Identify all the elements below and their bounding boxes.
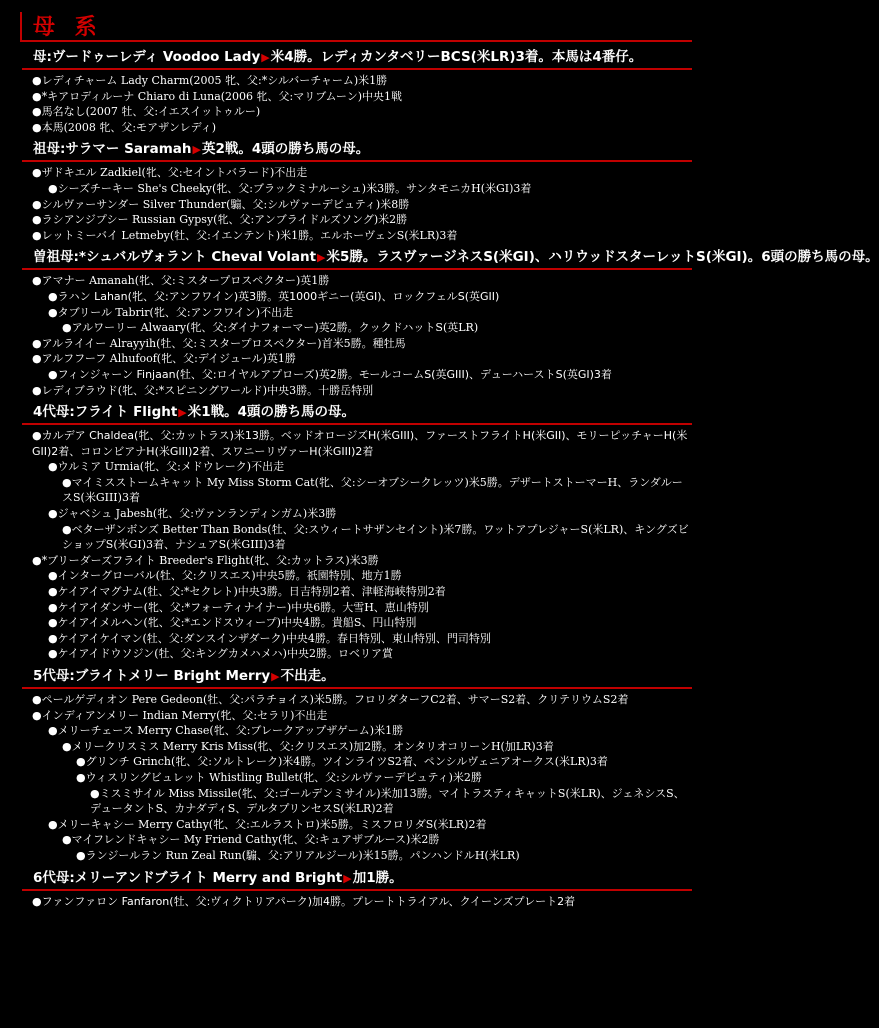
section-heading	[32, 403, 692, 422]
dam-section	[32, 403, 692, 662]
dam-section	[32, 140, 692, 243]
progeny-entry: ●ケイアイマグナム(牡、父:*セクレト)中央3勝。日吉特別2着、津軽海峡特別2着	[48, 585, 446, 599]
progeny-entry: ●フィンジャーン Finjaan(牡、父:ロイヤルアプローズ)英2勝。モールコームS(英GIII)、デューハーストS(英GI)3着	[48, 367, 612, 381]
progeny-entry: ●アルライイー Alrayyih(牡、父:ミスタープロスペクター)首米5勝。種牡馬	[32, 336, 406, 350]
section-divider	[22, 68, 692, 70]
dam-section	[32, 667, 692, 864]
dam-name: 5代母:ブライトメリー Bright Merry	[33, 668, 271, 684]
dam-section	[32, 869, 692, 910]
dam-record: 不出走。	[280, 668, 335, 684]
progeny-entry: ●メリーチェース Merry Chase(牝、父:ブレークアップザゲーム)米1勝	[48, 724, 404, 738]
dam-section	[32, 48, 692, 135]
progeny-entry: ●レディチャーム Lady Charm(2005 牝、父:*シルバーチャーム)米1勝	[32, 74, 388, 87]
dam-name: 4代母:フライト Flight	[33, 404, 178, 421]
progeny-entry: ●カルデア Chaldea(牝、父:カットラス)米13勝。ベッドオロージズH(米GIII)、ファーストフライトH(米GII)、モリーピッチャーH(米GII)2着、コロンビアナH(米GIII)2着、スワニーリヴァーH(米GIII)2着	[32, 429, 688, 458]
progeny-entry: ●*ブリーダーズフライト Breeder's Flight(牝、父:カットラス)米3勝	[32, 553, 379, 567]
section-heading	[32, 667, 692, 686]
progeny-entry: ●アルワーリー Alwaary(牝、父:ダイナフォーマー)英2勝。クックドハットS(英LR)	[62, 321, 479, 335]
progeny-entry: ●メリークリスミス Merry Kris Miss(牝、父:クリスエス)加2勝。オンタリオコリーンH(加LR)3着	[62, 739, 554, 753]
progeny-entry: ●ラシアンジプシー Russian Gypsy(牝、父:アンブライドルズソング)米2勝	[32, 213, 408, 227]
progeny-entry: ●メリーキャシー Merry Cathy(牝、父:エルラストロ)米5勝。ミスフロリダS(米LR)2着	[48, 817, 487, 831]
triangle-right-icon: ▶	[192, 143, 201, 157]
section-heading	[32, 140, 692, 159]
progeny-entry: ●アルフフーフ Alhufoof(牝、父:デイジュール)英1勝	[32, 352, 296, 366]
section-heading	[32, 248, 879, 267]
progeny-entry: ●タブリール Tabrir(牝、父:アンフワイン)不出走	[48, 305, 294, 319]
progeny-entry: ●グリンチ Grinch(牝、父:ソルトレーク)米4勝。ツインライツS2着、ペンシルヴェニアオークス(米LR)3着	[76, 755, 608, 769]
triangle-right-icon: ▶	[343, 871, 352, 885]
progeny-entry: ●インターグローバル(牡、父:クリスエス)中央5勝。祇園特別、地方1勝	[48, 569, 402, 583]
section-divider	[22, 268, 692, 270]
progeny-entry: ●ラハン Lahan(牝、父:アンフワイン)英3勝。英1000ギニー(英GI)、ロックフェルS(英GII)	[48, 289, 500, 303]
dam-section	[32, 248, 879, 398]
progeny-entry: ●*キアロディルーナ Chiaro di Luna(2006 牝、父:マリブムーン)中央1戦	[32, 89, 402, 103]
progeny-entry: ●ファンファロン Fanfaron(牡、父:ヴィクトリアパーク)加4勝。プレートトライアル、クイーンズプレート2着	[32, 894, 576, 908]
progeny-entry: ●ケイアイダンサー(牝、父:*フォーティナイナー)中央6勝。大雪H、恵山特別	[48, 600, 429, 614]
dam-record: 米1戦。4頭の勝ち馬の母。	[187, 404, 356, 421]
progeny-entry: ●ミスミサイル Miss Missile(牝、父:ゴールデンミサイル)米加13勝。マイトラスティキャットS(米LR)、ジェネシスS、デュータントS、カナダディS、デルタプリンセスS(米LR)2着	[90, 786, 685, 816]
progeny-entry: ●ザドキエル Zadkiel(牝、父:セイントバラード)不出走	[32, 166, 308, 180]
title-rule	[20, 40, 692, 42]
progeny-entry: ●シーズチーキー She's Cheeky(牝、父:ブラックミナルーシュ)米3勝。サンタモニカH(米GI)3着	[48, 181, 532, 195]
triangle-right-icon: ▶	[271, 670, 280, 683]
dam-name: 曽祖母:*シュバルヴォラント Cheval Volant	[33, 249, 317, 266]
triangle-right-icon: ▶	[317, 251, 326, 265]
triangle-right-icon: ▶	[178, 406, 187, 420]
section-divider	[22, 160, 692, 162]
section-divider	[22, 687, 692, 689]
section-divider	[22, 889, 692, 891]
progeny-entry: ●レディブラウド(牝、父:*スピニングワールド)中央3勝。十勝岳特別	[32, 383, 374, 397]
dam-record: 米5勝。ラスヴァージネスS(米GI)、ハリウッドスターレットS(米GI)。6頭の勝ち馬の母。	[326, 249, 879, 266]
section-heading	[32, 869, 692, 888]
progeny-entry: ●マイミスストームキャット My Miss Storm Cat(牝、父:シーオブシークレッツ)米5勝。デザートストーマーH、ランダルースS(米GIII)3着	[62, 475, 683, 505]
pedigree-content	[32, 48, 879, 914]
dam-record: 加1勝。	[352, 869, 403, 886]
progeny-entry: ●ペールゲディオン Pere Gedeon(牡、父:パラチョイス)米5勝。フロリダターフC2着、サマーS2着、クリテリウムS2着	[32, 693, 629, 706]
progeny-entry: ●レットミーバイ Letmeby(牡、父:イエンテント)米1勝。エルホーヴェンS(米LR)3着	[32, 228, 458, 242]
progeny-entry: ●ジャベシュ Jabesh(牝、父:ヴァンランディンガム)米3勝	[48, 507, 337, 521]
progeny-entry: ●シルヴァーサンダー Silver Thunder(騸、父:シルヴァーデピュティ)米8勝	[32, 197, 410, 211]
section-title: 母 系	[33, 15, 103, 40]
dam-record: 米4勝。レディカンタベリーBCS(米LR)3着。本馬は4番仔。	[270, 49, 643, 65]
section-divider	[22, 423, 692, 425]
dam-record: 英2戦。4頭の勝ち馬の母。	[201, 141, 370, 158]
progeny-entry: ●ウルミア Urmia(牝、父:メドウレーク)不出走	[48, 460, 285, 474]
progeny-entry: ●ランジールラン Run Zeal Run(騸、父:アリアルジール)米15勝。パンハンドルH(米LR)	[76, 848, 520, 862]
progeny-entry: ●馬名なし(2007 牡、父:イエスイットゥルー)	[32, 105, 261, 119]
progeny-entry: ●ケイアイメルヘン(牝、父:*エンドスウィープ)中央4勝。貴船S、円山特別	[48, 616, 417, 630]
progeny-entry: ●本馬(2008 牝、父:モアザンレディ)	[32, 120, 217, 134]
dam-name: 6代母:メリーアンドブライト Merry and Bright	[33, 869, 343, 886]
dam-name: 祖母:サラマー Saramah	[33, 141, 192, 158]
title-accent-bar	[20, 12, 22, 42]
progeny-entry: ●マイフレンドキャシー My Friend Cathy(牝、父:キュアザブルース)米2勝	[62, 833, 440, 847]
section-heading	[32, 48, 692, 67]
triangle-right-icon: ▶	[261, 51, 270, 64]
progeny-entry: ●ウィスリングビュレット Whistling Bullet(牝、父:シルヴァーデピュティ)米2勝	[76, 770, 482, 784]
dam-name: 母:ヴードゥーレディ Voodoo Lady	[33, 49, 261, 65]
progeny-entry: ●ベターザンボンズ Better Than Bonds(牡、父:スウィートサザンセイント)米7勝。ワットアプレジャーS(米LR)、キングズビショップS(米GI)3着、ナシュアS(米GIII)3着	[62, 522, 689, 552]
progeny-entry: ●ケイアイドウソジン(牡、父:キングカメハメハ)中央2勝。ロベリア賞	[48, 647, 393, 661]
progeny-entry: ●アマナー Amanah(牝、父:ミスタープロスペクター)英1勝	[32, 274, 330, 288]
progeny-entry: ●ケイアイケイマン(牡、父:ダンスインザダーク)中央4勝。春日特別、東山特別、門司特別	[48, 631, 491, 645]
progeny-entry: ●インディアンメリー Indian Merry(牝、父:セラリ)不出走	[32, 708, 328, 722]
